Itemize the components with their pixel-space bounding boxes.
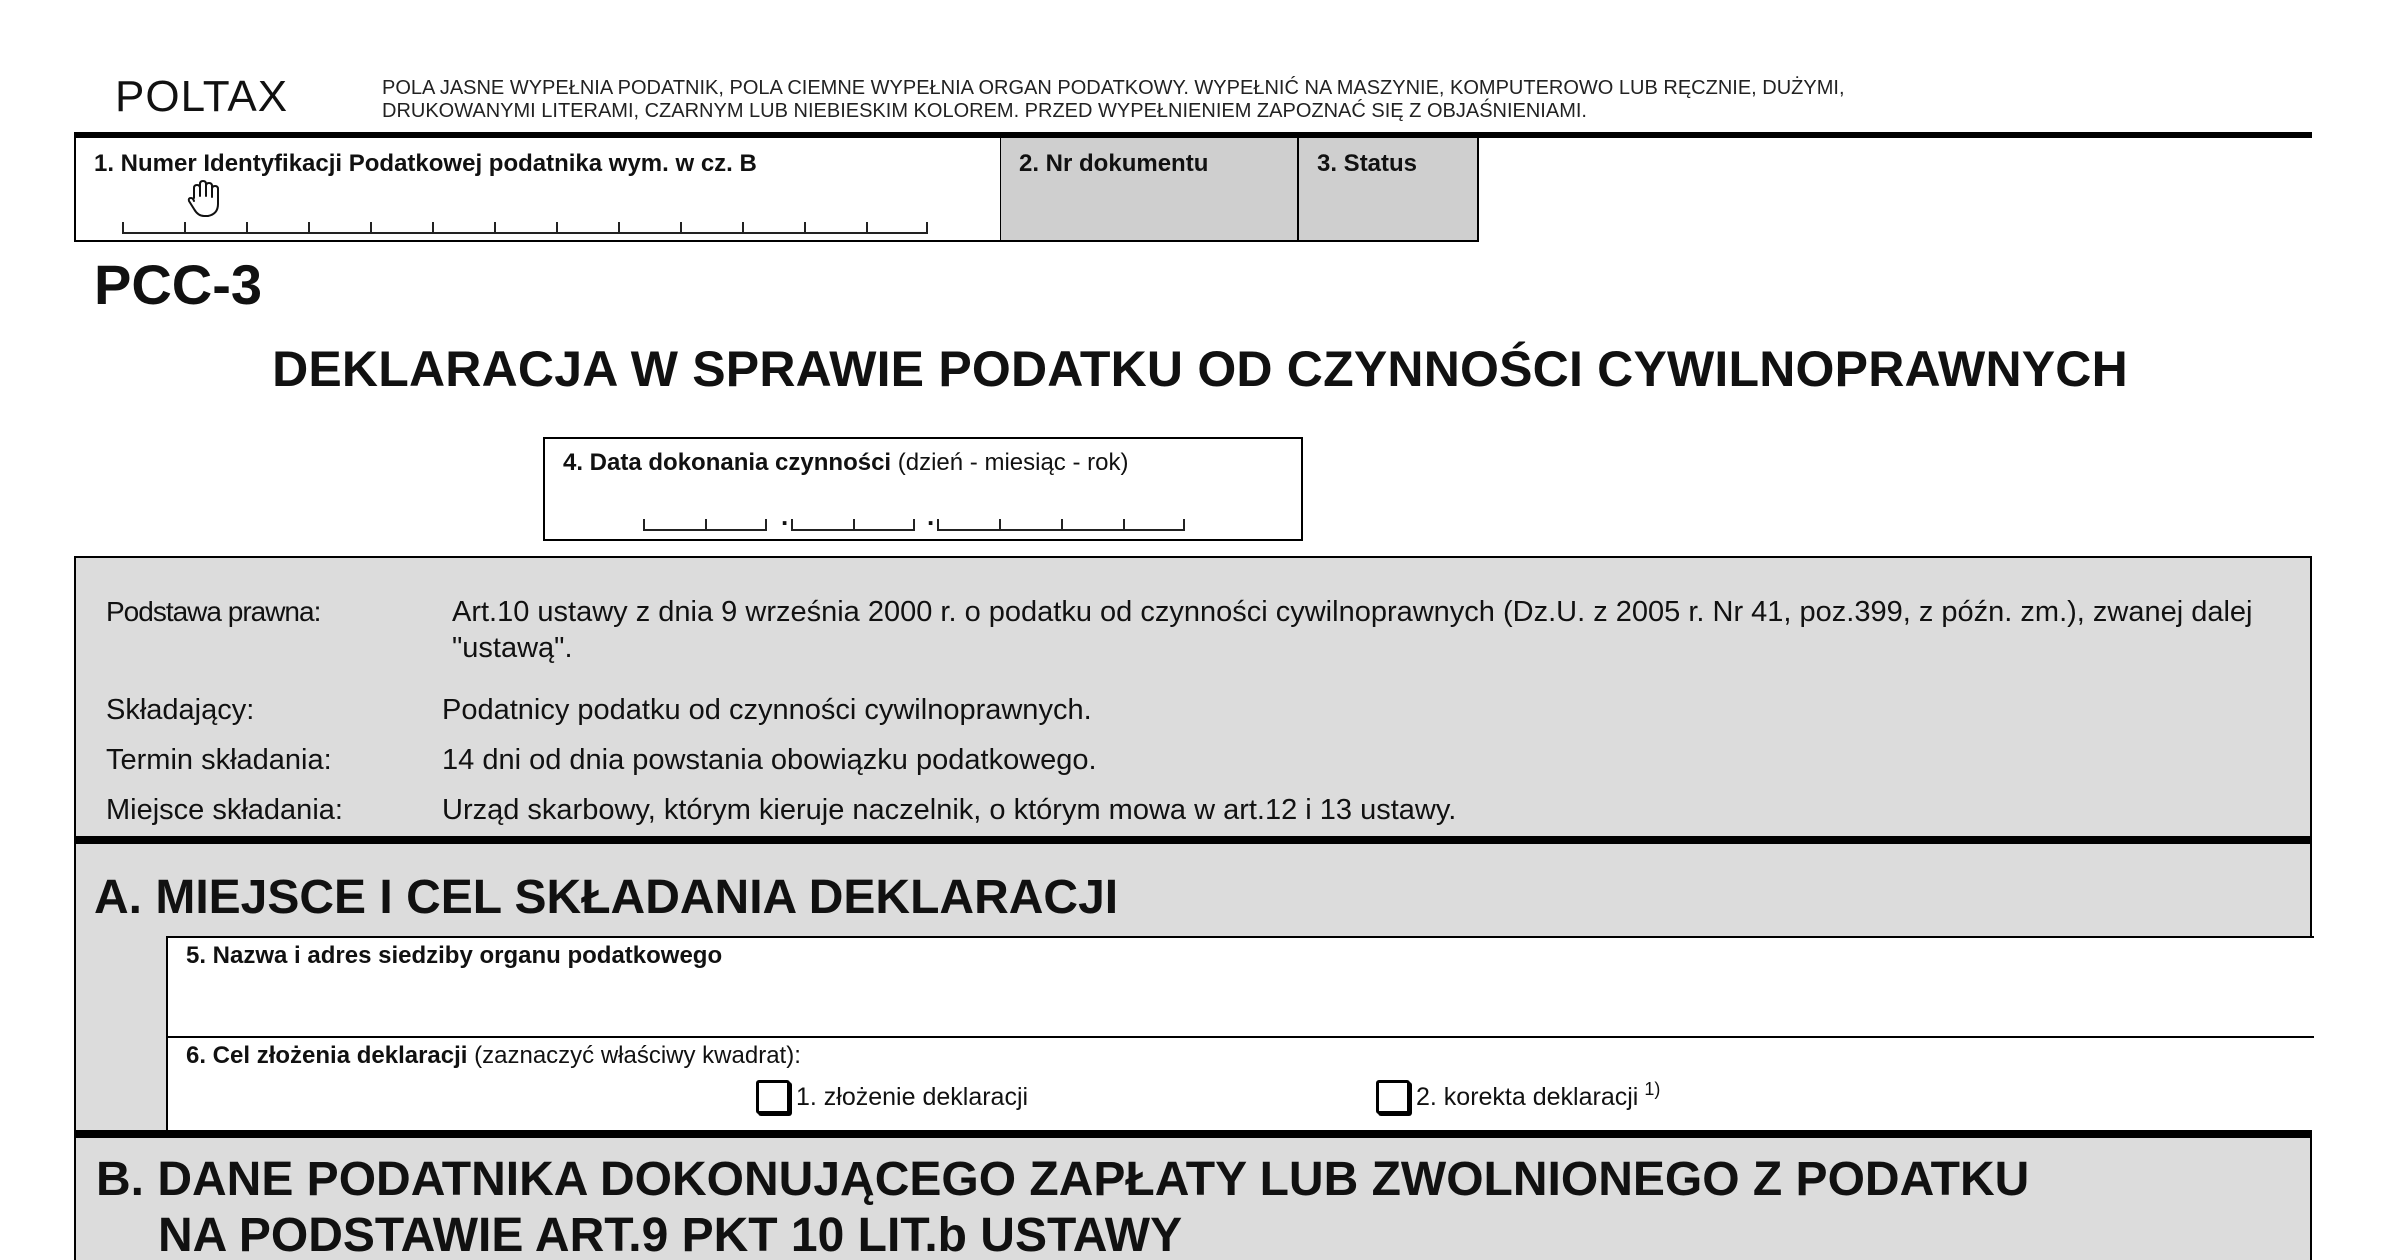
nip-field-label: 1. Numer Identyfikacji Podatkowej podatnika wym. w cz. B (94, 150, 757, 177)
section-b-divider (74, 1130, 2312, 1138)
instructions-line-2: DRUKOWANYMI LITERAMI, CZARNYM LUB NIEBIESKIM KOLOREM. PRZED WYPEŁNIENIEM ZAPOZNAĆ SIĘ Z OBJAŚNIENIAMI. (382, 100, 1587, 122)
place-label: Miejsce składania: (106, 794, 343, 826)
purpose-label (186, 1042, 801, 1070)
doc-number-label: 2. Nr dokumentu (1019, 150, 1209, 177)
purpose-label-hint: (zaznaczyć właściwy kwadrat): (467, 1042, 801, 1069)
place-value: Urząd skarbowy, którym kieruje naczelnik, o którym mowa w art.12 i 13 ustawy. (442, 794, 1457, 826)
date-field-label (563, 449, 1128, 477)
submission-checkbox[interactable] (756, 1080, 790, 1114)
tax-office-label: 5. Nazwa i adres siedziby organu podatkowego (186, 942, 723, 969)
legal-basis-label: Podstawa prawna: (106, 596, 321, 627)
section-a-title: A. MIEJSCE I CEL SKŁADANIA DEKLARACJI (94, 871, 1119, 924)
date-separator-1: . (781, 501, 789, 531)
section-a (74, 844, 2312, 1134)
submission-option-label: 1. złożenie deklaracji (796, 1082, 1029, 1111)
date-label-hint: (dzień - miesiąc - rok) (891, 449, 1129, 476)
nip-digit-row[interactable] (122, 222, 928, 234)
legal-info-block (74, 556, 2312, 840)
section-b (74, 1138, 2312, 1260)
option-submission[interactable] (756, 1080, 1028, 1114)
instructions-line-1: POLA JASNE WYPEŁNIA PODATNIK, POLA CIEMNE WYPEŁNIA ORGAN PODATKOWY. WYPEŁNIĆ NA MASZYNIE, KOMPUTEROWO LUB RĘCZNIE, DUŻYMI, (382, 77, 1845, 99)
fill-instructions (382, 77, 2332, 123)
submitter-value: Podatnicy podatku od czynności cywilnoprawnych. (442, 694, 1092, 726)
legal-basis-value: Art.10 ustawy z dnia 9 września 2000 r. o podatku od czynności cywilnoprawnych (Dz.U. z 2005 r. Nr 41, poz.399, z późn. zm.), zwanej dalej "ustawą". (452, 596, 2253, 664)
date-day-cells[interactable] (643, 519, 767, 531)
status-label: 3. Status (1317, 150, 1418, 177)
section-a-divider (74, 836, 2312, 844)
form-code: PCC-3 (94, 253, 263, 316)
correction-option-label: 2. korekta deklaracji (1416, 1082, 1639, 1111)
section-b-title-line-1: B. DANE PODATNIKA DOKONUJĄCEGO ZAPŁATY LUB ZWOLNIONEGO Z PODATKU (96, 1153, 2030, 1206)
purpose-label-main: 6. Cel złożenia deklaracji (186, 1042, 468, 1069)
option-correction[interactable] (1376, 1080, 1660, 1114)
submitter-label: Składający: (106, 694, 255, 726)
form-title-wrap (0, 340, 2400, 398)
deadline-value: 14 dni od dnia powstania obowiązku podatkowego. (442, 744, 1097, 776)
date-label-main: 4. Data dokonania czynności (563, 449, 892, 476)
correction-footnote-ref: 1) (1644, 1078, 1661, 1099)
date-field[interactable] (543, 437, 1303, 541)
hand-pointer-icon (184, 176, 230, 222)
purpose-field (166, 1036, 2314, 1134)
brand-label: POLTAX (115, 72, 289, 121)
date-separator-2: . (927, 501, 935, 531)
date-year-cells[interactable] (937, 519, 1185, 531)
section-b-title-line-2: NA PODSTAWIE ART.9 PKT 10 LIT.b USTAWY (158, 1209, 1183, 1260)
correction-checkbox[interactable] (1376, 1080, 1410, 1114)
section-b-title (96, 1152, 2029, 1260)
deadline-label: Termin składania: (106, 744, 332, 776)
date-month-cells[interactable] (791, 519, 915, 531)
form-title: DEKLARACJA W SPRAWIE PODATKU OD CZYNNOŚCI CYWILNOPRAWNYCH (272, 341, 2128, 397)
status-field (1299, 138, 1479, 242)
tax-office-field[interactable] (166, 936, 2314, 1036)
doc-number-field (1001, 138, 1299, 242)
